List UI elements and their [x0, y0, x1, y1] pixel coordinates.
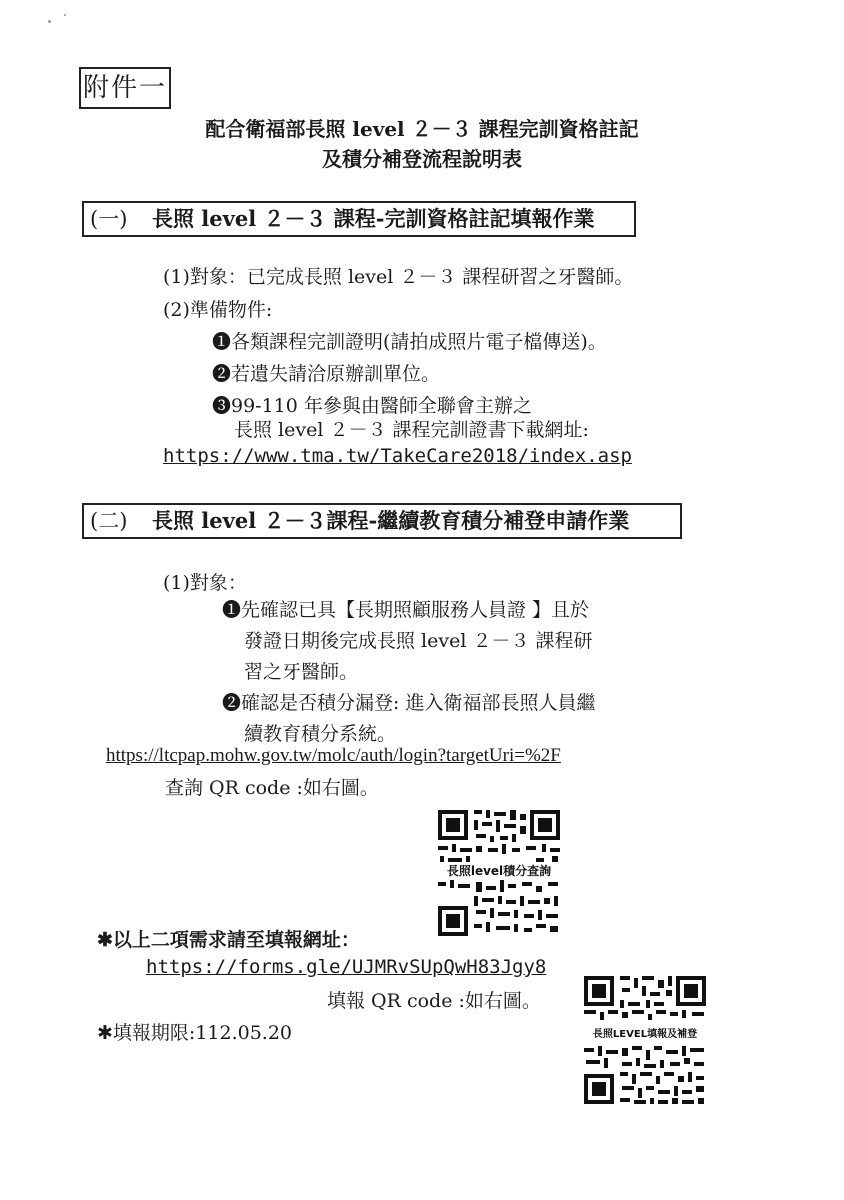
- qr-pattern-1-lower: [436, 880, 562, 938]
- section1-item3-cont: 長照 level ２－３ 課程完訓證書下載網址:: [234, 419, 589, 441]
- section2-marker: (二): [90, 509, 128, 533]
- section2-title: 長照 level ２－３課程-繼續教育積分補登申請作業: [152, 508, 630, 533]
- submission-qr-caption: 長照LEVEL填報及補登: [582, 1027, 708, 1043]
- document-title-line1: 配合衛福部長照 level ２－３ 課程完訓資格註記: [205, 117, 639, 141]
- section1-target: (1)對象：已完成長照 level ２－３ 課程研習之牙醫師。: [163, 266, 634, 288]
- footer-submit-note: ✱以上二項需求請至填報網址：: [97, 929, 360, 951]
- document-title-line2: 及積分補登流程說明表: [322, 147, 522, 171]
- section2-item2: ❷確認是否積分漏登: 進入衛福部長照人員繼: [222, 692, 596, 714]
- section2-heading: [82, 503, 682, 539]
- scan-speck: [48, 20, 51, 23]
- section2-item1-cont2: 習之牙醫師。: [244, 661, 359, 683]
- section1-title: 長照 level ２－３ 課程-完訓資格註記填報作業: [152, 206, 595, 231]
- footer-qr-note: 填報 QR code :如右圖。: [327, 990, 541, 1012]
- section2-item1-cont: 發證日期後完成長照 level ２－３ 課程研: [244, 630, 593, 652]
- section1-item2: ❷若遺失請洽原辦訓單位。: [212, 363, 441, 385]
- attachment-label: 附件一: [79, 67, 171, 109]
- section1-prep: (2)準備物件:: [163, 299, 273, 321]
- section2-target: (1)對象：: [163, 572, 247, 594]
- section1-download-link[interactable]: https://www.tma.tw/TakeCare2018/index.asp: [163, 445, 632, 467]
- scan-speck: [64, 14, 66, 16]
- section1-item1: ❶各類課程完訓證明(請拍成照片電子檔傳送)。: [212, 331, 607, 353]
- section1-heading: [82, 201, 636, 237]
- section1-marker: (一): [90, 207, 128, 231]
- submission-deadline: ✱填報期限:112.05.20: [97, 1022, 293, 1044]
- section2-item1: ❶先確認已具【長期照顧服務人員證 】且於: [222, 599, 590, 621]
- submission-qr-code: [582, 974, 708, 1106]
- credit-query-qr-code: [436, 808, 562, 938]
- ltc-credit-system-link[interactable]: https://ltcpap.mohw.gov.tw/molc/auth/login?targetUri=%2F: [106, 745, 561, 766]
- submission-form-link[interactable]: https://forms.gle/UJMRvSUpQwH83Jgy8: [146, 956, 547, 978]
- section2-qr-note: 查詢 QR code :如右圖。: [165, 777, 379, 799]
- credit-query-qr-caption: 長照level積分查詢: [436, 862, 562, 880]
- section1-item3: ❸99-110 年參與由醫師全聯會主辦之: [212, 395, 532, 417]
- section2-item2-cont: 續教育積分系統。: [244, 723, 397, 745]
